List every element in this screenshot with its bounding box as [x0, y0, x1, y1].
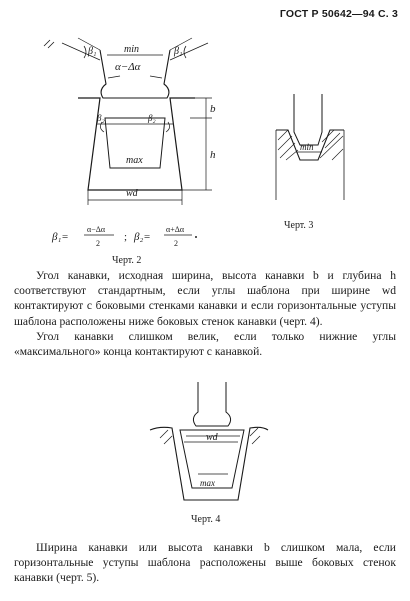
paragraph-3: Ширина канавки или высота канавки b слишком мала, если горизонтальные уступы шаблона расположены выше боковых стенок канавки (черт. 5). — [14, 541, 396, 585]
page-header: ГОСТ Р 50642—94 С. 3 — [279, 8, 398, 20]
paragraph-block-1 — [14, 268, 396, 359]
groove-outline — [78, 98, 195, 190]
fig2-wd-label: wd — [126, 188, 138, 199]
paragraph-block-2 — [14, 540, 396, 586]
fig2-max-label: max — [126, 155, 143, 166]
fig3-min-label: min — [300, 142, 314, 152]
formula-beta1-num: α−Δα — [87, 225, 106, 234]
formula-beta2-num: α+Δα — [166, 225, 185, 234]
paragraph-2: Угол канавки слишком велик, если только нижние углы «максимального» конца контактируют с канавкой. — [14, 329, 396, 359]
fig2-b-label: b — [210, 103, 216, 115]
formula-sep: ; — [124, 231, 128, 243]
fig2-beta1-left: β₁ — [88, 46, 97, 57]
fig4-caption: Черт. 4 — [191, 514, 221, 525]
fig3-caption: Черт. 3 — [284, 220, 314, 231]
formula-beta1-den: 2 — [96, 239, 100, 248]
fig2-min-label: min — [124, 44, 139, 55]
fig2-beta2-left: β₂ — [97, 113, 105, 123]
template-upper-outline — [100, 50, 170, 98]
fig4-wd-label: wd — [206, 432, 218, 443]
fig2-alpha-label: α−Δα — [115, 61, 141, 73]
formula-beta2-den: 2 — [174, 239, 178, 248]
formula-beta2-lhs: β₂= — [134, 231, 151, 243]
fig2-caption: Черт. 2 — [112, 255, 142, 266]
fig2-h-label: h — [210, 149, 216, 161]
fig2-beta2-right: β₂ — [148, 113, 156, 123]
paragraph-1: Угол канавки, исходная ширина, высота канавки b и глубина h соответствуют стандартным, если углы шаблона при ширине wd контактируют с боковыми стенками канавки и если горизонтальные уступы шаблона расположены ниже боковых стенок канавки (черт. 4). — [14, 269, 396, 328]
fig2-beta1-right: β₁ — [174, 46, 183, 57]
fig4-max-label: max — [200, 478, 215, 488]
formula-beta1-lhs: β₁= — [52, 231, 69, 243]
